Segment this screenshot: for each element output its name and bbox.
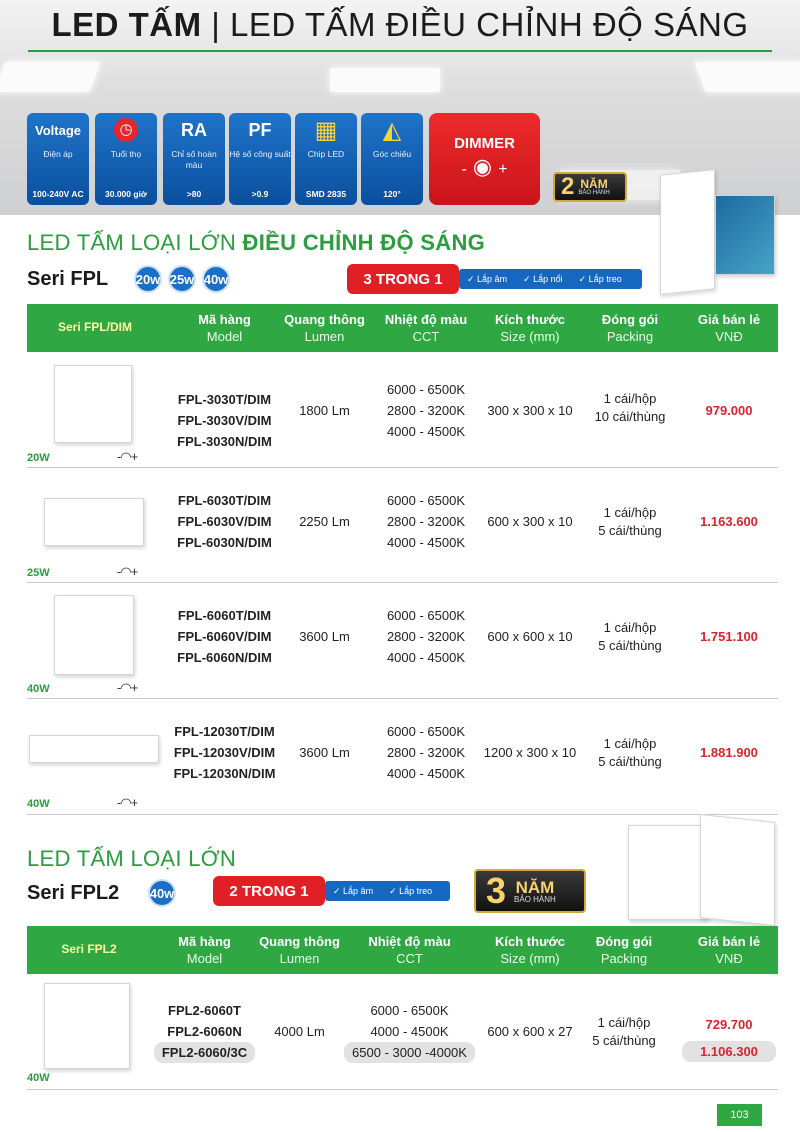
col-model: Mã hàng Model [198,312,251,344]
row-watt: 40W [27,798,50,810]
spec-label: Chỉ số hoàn màu [171,149,217,170]
row-models: FPL-3030T/DIM FPL-3030V/DIM FPL-3030N/DIM [177,392,272,449]
row-price: 1.163.600 [700,514,758,529]
row-lumen: 2250 Lm [299,514,350,529]
warranty-years: 2 [561,173,575,200]
ceiling-light [330,68,440,92]
spec-label: Tuổi thọ [110,149,142,159]
table1-header [27,304,778,352]
spec-chip [295,113,357,205]
spec-value: >80 [186,189,202,199]
row-cct: 6000 - 6500K 4000 - 4500K 6500 - 3000 -4000K [337,1000,482,1063]
col-price: Giá bán lẻ VNĐ [697,312,761,344]
product-image-600x600 [54,595,134,675]
spec-value: 30.000 giờ [105,189,147,199]
warranty-badge-3y [474,869,586,913]
combo-badge-3in1: 3 TRONG 1 [347,264,459,294]
row-price-3c: 1.106.300 [682,1041,776,1062]
ceiling-light [695,62,800,92]
spec-value: 100-240V AC [32,189,84,199]
table-row [27,468,778,583]
row-models: FPL-12030T/DIM FPL-12030V/DIM FPL-12030N/DIM [173,724,276,781]
cct-3c-pill: 6500 - 3000 -4000K [344,1042,475,1063]
col-lumen: Quang thông Lumen [284,312,365,344]
table-row [27,583,778,699]
spec-lifetime [95,113,157,205]
spec-value: 120° [383,189,401,199]
spec-label: Điện áp [43,149,73,159]
mount-recessed: ✓ Lắp âm [333,885,374,896]
dimmer-icon: -◠+ [117,449,138,464]
section2-title: LED TẤM LOẠI LỚN [27,846,237,871]
product-image-panel [660,169,715,295]
row-cct: 6000 - 6500K 2800 - 3200K 4000 - 4500K [386,724,466,781]
row-cct: 6000 - 6500K 2800 - 3200K 4000 - 4500K [386,382,466,439]
spec-value: SMD 2835 [305,189,347,199]
row-size: 600 x 600 x 27 [487,1024,573,1039]
col-lumen: Quang thông Lumen [259,934,340,966]
product-image-back [715,195,775,275]
dimmer-icon: -◠+ [117,795,138,810]
row-models: FPL-6030T/DIM FPL-6030V/DIM FPL-6030N/DIM [177,493,272,550]
spec-beam [361,113,423,205]
chip-icon: ▦ [314,116,338,144]
row-lumen: 3600 Lm [299,745,350,760]
col-model: Mã hàng Model [178,934,231,966]
warranty-badge-2y [553,172,627,202]
row-watt: 25W [27,567,50,579]
col-pack: Đóng gói Packing [595,934,653,966]
col-series: Seri FPL/DIM [57,320,132,334]
page-number: 103 [717,1104,762,1126]
warranty-text: NĂM BẢO HÀNH [514,877,556,904]
product-image-300x300 [54,365,132,443]
spec-label: Chip LED [307,149,345,159]
product-image-1200x300 [29,735,159,763]
spec-value: >0.9 [251,189,269,199]
warranty-text: NĂM BẢO HÀNH [578,177,610,196]
table2-header [27,926,778,974]
beam-angle-icon: ◭ [382,116,402,144]
page-title-bold: LED TẤM [51,6,202,43]
spec-pf [229,113,291,205]
dimmer-knob-icon: - ◉ + [461,154,508,179]
dimmer-icon: -◠+ [117,680,138,695]
col-size: Kích thước Size (mm) [495,312,565,344]
col-pack: Đóng gói Packing [601,312,659,344]
row-pack: 1 cái/hộp 10 cái/thùng [594,391,666,424]
row-lumen: 3600 Lm [299,629,350,644]
page-title [0,6,800,44]
col-cct: Nhiệt độ màu CCT [384,312,468,344]
pf-icon: PF [248,119,272,140]
spec-voltage [27,113,89,205]
row-pack: 1 cái/hộp 5 cái/thùng [598,505,662,538]
row-size: 600 x 300 x 10 [487,514,573,529]
watt-badge-40: 40w [202,265,230,293]
section2-series: Seri FPL2 [27,882,120,904]
ra-icon: RA [181,119,207,140]
product-image-600x300 [44,498,144,546]
voltage-icon: Voltage [35,122,81,138]
section1-series: Seri FPL [27,268,109,290]
watt-badge-40: 40w [148,879,176,907]
col-cct: Nhiệt độ màu CCT [368,934,451,966]
row-models: FPL2-6060T FPL2-6060N FPL2-6060/3C [147,1000,262,1063]
row-price: 1.751.100 [700,629,758,644]
row-pack: 1 cái/hộp 5 cái/thùng [598,620,662,653]
col-size: Kích thước Size (mm) [495,934,565,966]
spec-label: Góc chiếu [372,149,412,159]
row-size: 600 x 600 x 10 [487,629,573,644]
page-title-separator: | [201,6,231,43]
row-size: 1200 x 300 x 10 [483,745,577,760]
mount-surface: ✓ Lắp nổi [523,273,563,284]
mount-options [459,269,642,289]
row-cct: 6000 - 6500K 2800 - 3200K 4000 - 4500K [386,608,466,665]
table-row [27,699,778,815]
product-image-panel-front [700,814,775,926]
product-image-600x600 [44,983,130,1069]
row-price: 1.881.900 [700,745,758,760]
mount-recessed: ✓ Lắp âm [467,273,508,284]
row-price: 729.700 [705,1017,753,1032]
mount-pendant: ✓ Lắp treo [578,273,622,284]
row-price: 979.000 [705,403,753,418]
row-cct: 6000 - 6500K 2800 - 3200K 4000 - 4500K [386,493,466,550]
col-series: Seri FPL2 [61,942,117,956]
product-image-panel-back [628,825,708,920]
page-title-rest: LED TẤM ĐIỀU CHỈNH ĐỘ SÁNG [230,6,749,43]
ceiling-light [0,62,100,92]
table-row [27,352,778,468]
row-lumen: 1800 Lm [299,403,350,418]
title-underline [28,50,772,52]
section1-title: LED TẤM LOẠI LỚN ĐIỀU CHỈNH ĐỘ SÁNG [27,230,486,255]
dimmer-icon: -◠+ [117,564,138,579]
combo-badge-2in1: 2 TRONG 1 [213,876,325,906]
dimmer-label: DIMMER [454,135,515,152]
clock-icon: ◷ [95,113,157,147]
row-watt: 40W [27,683,50,695]
row-size: 300 x 300 x 10 [487,403,573,418]
row-watt: 40W [27,1072,50,1084]
spec-ra [163,113,225,205]
row-pack: 1 cái/hộp 5 cái/thùng [598,736,662,769]
model-3c-pill: FPL2-6060/3C [154,1042,255,1063]
row-models: FPL-6060T/DIM FPL-6060V/DIM FPL-6060N/DIM [177,608,272,665]
watt-badge-20: 20w [134,265,162,293]
col-price: Giá bán lẻ VNĐ [697,934,761,966]
row-lumen: 4000 Lm [274,1024,325,1039]
row-pack: 1 cái/hộp 5 cái/thùng [592,1015,656,1048]
spec-label: Hệ số công suất [229,149,291,159]
warranty-years: 3 [486,870,507,911]
row-watt: 20W [27,452,50,464]
dimmer-badge [429,113,540,205]
mount-pendant: ✓ Lắp treo [389,885,433,896]
mount-options [325,881,450,901]
table-row [27,974,778,1090]
watt-badge-25: 25w [168,265,196,293]
